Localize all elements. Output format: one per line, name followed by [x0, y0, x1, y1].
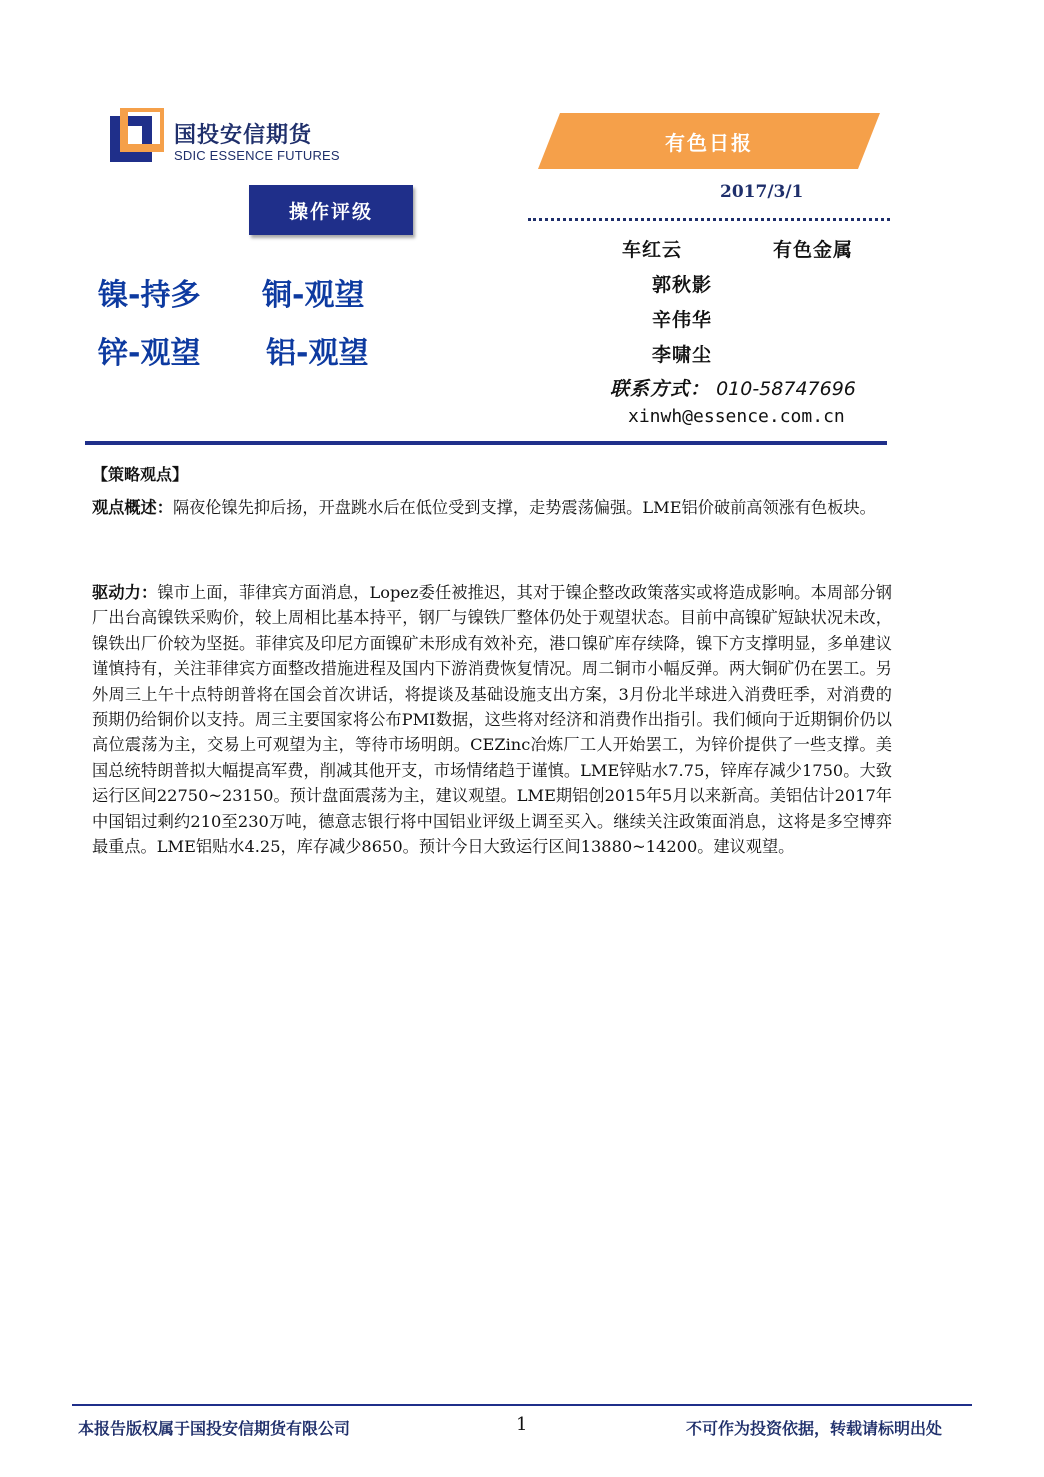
- sector-label: 有色金属: [773, 239, 854, 261]
- analyst-name: 郭秋影: [652, 274, 713, 296]
- driver-paragraph: [92, 580, 892, 859]
- report-title: 有色日报: [665, 130, 753, 155]
- header-divider: [85, 441, 887, 445]
- company-logo: [110, 108, 340, 168]
- contact-label: 联系方式：: [610, 378, 711, 400]
- rating-label-box: 操作评级: [249, 185, 413, 235]
- footer-copyright: 本报告版权属于国投安信期货有限公司: [78, 1419, 351, 1438]
- contact-phone: 010-58747696: [716, 378, 856, 400]
- analyst-name: 辛伟华: [652, 309, 713, 331]
- rating-nickel: 镍-持多: [98, 278, 201, 313]
- overview-label: 观点概述：: [92, 498, 173, 517]
- page-number: 1: [516, 1414, 528, 1435]
- footer-disclaimer: 不可作为投资依据，转载请标明出处: [686, 1419, 943, 1438]
- analyst-name: 车红云: [622, 239, 683, 261]
- report-date: 2017/3/1: [720, 182, 804, 202]
- overview-text: 隔夜伦镍先抑后扬，开盘跳水后在低位受到支撑，走势震荡偏强。LME铝价破前高领涨有色板块。: [172, 498, 876, 517]
- rating-zinc: 锌-观望: [98, 336, 201, 371]
- footer-divider: [72, 1404, 972, 1406]
- contact-line: [610, 374, 856, 401]
- contact-email[interactable]: xinwh@essence.com.cn: [628, 406, 845, 427]
- analyst-name: 李啸尘: [652, 344, 713, 366]
- logo-en-text: SDIC ESSENCE FUTURES: [174, 148, 340, 163]
- logo-mark-icon: [110, 108, 164, 164]
- section-title: 【策略观点】: [92, 465, 189, 484]
- dotted-divider: [528, 218, 890, 221]
- report-title-banner: [538, 113, 880, 169]
- overview-paragraph: [92, 495, 892, 520]
- logo-cn-text: 国投安信期货: [174, 123, 313, 148]
- driver-text: 镍市上面，菲律宾方面消息，Lopez委任被推迟，其对于镍企整改政策落实或将造成影响。本周部分钢厂出台高镍铁采购价，较上周相比基本持平，钢厂与镍铁厂整体仍处于观望状态。目前中高镍矿短缺状况未改，镍铁出厂价较为坚挺。菲律宾及印尼方面镍矿未形成有效补充，港口镍矿库存续降，镍下方支撑明显，多单建议谨慎持有，关注菲律宾方面整改措施进程及国内下游消费恢复情况。周二铜市小幅反弹。两大铜矿仍在罢工。另外周三上午十点特朗普将在国会首次讲话，将提谈及基础设施支出方案，3月份北半球进入消费旺季，对消费的预期仍给铜价以支持。周三主要国家将公布PMI数据，这些将对经济和消费作出指引。我们倾向于近期铜价仍以高位震荡为主，交易上可观望为主，等待市场明朗。CEZinc冶炼厂工人开始罢工，为锌价提供了一些支撑。美国总统特朗普拟大幅提高军费，削减其他开支，市场情绪趋于谨慎。LME锌贴水7.75，锌库存减少1750。大致运行区间22750~23150。预计盘面震荡为主，建议观望。LME期铝创2015年5月以来新高。美铝估计2017年中国铝过剩约210至230万吨，德意志银行将中国铝业评级上调至买入。继续关注政策面消息，这将是多空博弈最重点。LME铝贴水4.25，库存减少8650。预计今日大致运行区间13880~14200。建议观望。: [92, 583, 892, 857]
- rating-aluminum: 铝-观望: [266, 336, 369, 371]
- rating-copper: 铜-观望: [262, 278, 365, 313]
- driver-label: 驱动力：: [92, 583, 158, 602]
